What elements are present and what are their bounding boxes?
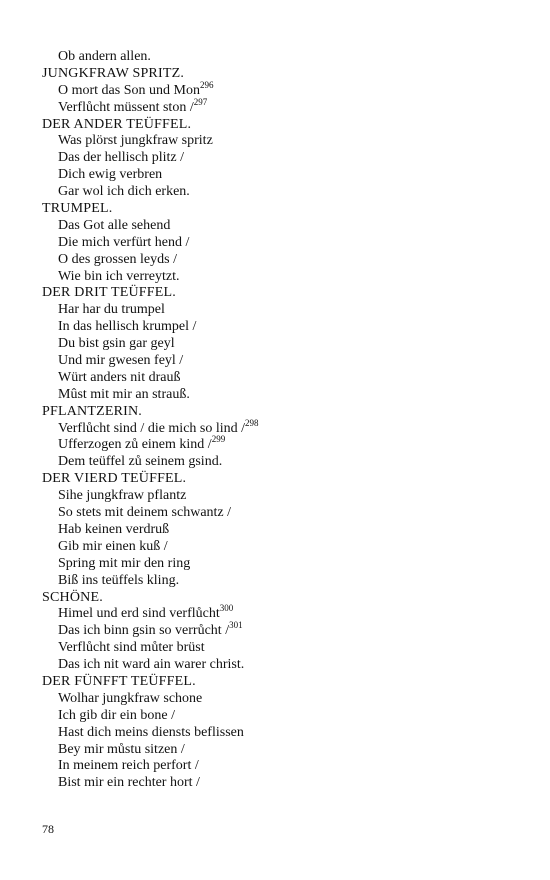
verse-line-text: Du bist gsin gar geyl <box>58 336 175 352</box>
verse-line <box>42 133 522 150</box>
verse-line-text: O mort das Son und Mon <box>58 82 200 98</box>
verse-line <box>42 184 522 201</box>
verse-line <box>42 319 522 336</box>
speaker-name-text: DER VIERD TEÜFFEL. <box>42 471 187 487</box>
verse-line <box>42 758 522 775</box>
verse-line <box>42 640 522 657</box>
verse-line-text: Dich ewig verbren <box>58 167 163 183</box>
footnote-marker: 300 <box>219 603 234 614</box>
verse-line-text: Verflůcht sind můter brüst <box>58 640 205 656</box>
verse-line <box>42 725 522 742</box>
verse-line <box>42 691 522 708</box>
verse-line <box>42 522 522 539</box>
verse-line <box>42 620 522 640</box>
verse-line <box>42 387 522 404</box>
footnote-marker: 301 <box>229 620 243 631</box>
verse-line-text: Das Got alle sehend <box>58 217 171 233</box>
speaker-name-text: SCHÖNE. <box>42 589 103 605</box>
speaker-name <box>42 471 522 488</box>
verse-line-text: Wolhar jungkfraw schone <box>58 690 203 706</box>
speaker-name <box>42 674 522 691</box>
speaker-name-text: TRUMPEL. <box>42 201 113 217</box>
verse-line <box>42 336 522 353</box>
verse-line-text: Biß ins teüffels kling. <box>58 572 180 588</box>
verse-line <box>42 417 522 438</box>
footnote-marker: 296 <box>199 79 214 90</box>
verse-line <box>42 742 522 759</box>
speaker-name <box>42 66 522 83</box>
verse-line <box>42 252 522 269</box>
verse-line <box>42 370 522 387</box>
verse-line <box>42 488 522 505</box>
verse-line-text: Ich gib dir ein bone / <box>58 707 176 723</box>
verse-line <box>42 79 522 100</box>
verse-line-text: Verflůcht sind / die mich so lind / <box>58 420 246 436</box>
verse-line <box>42 603 522 623</box>
verse-line-text: O des grossen leyds / <box>58 251 177 267</box>
speaker-name <box>42 404 522 421</box>
verse-line-text: Ob andern allen. <box>58 49 151 64</box>
verse-line-text: Har har du trumpel <box>58 302 165 318</box>
speaker-name-text: DER FÜNFFT TEÜFFEL. <box>42 673 196 689</box>
verse-line <box>42 96 522 117</box>
verse-line-text: Bist mir ein rechter hort / <box>58 775 200 791</box>
verse-line-text: Würt anders nit drauß <box>58 369 181 385</box>
verse-line-text: Das ich nit ward ain warer christ. <box>58 657 245 673</box>
speaker-name <box>42 117 522 134</box>
speaker-name-text: PFLANTZERIN. <box>42 403 143 419</box>
verse-line <box>42 657 522 674</box>
verse-line-text: Ufferzogen zů einem kind / <box>58 437 212 453</box>
speaker-name <box>42 201 522 218</box>
page-number: 78 <box>42 822 54 836</box>
verse-line <box>42 573 522 590</box>
verse-line-text: In meinem reich perfort / <box>58 758 199 774</box>
verse-line <box>42 235 522 252</box>
verse-line-text: Die mich verfürt hend / <box>58 234 190 250</box>
verse-line-text: Was plörst jungkfraw spritz <box>58 133 213 149</box>
speaker-name-text: JUNGKFRAW SPRITZ. <box>42 65 185 81</box>
verse-line <box>42 150 522 167</box>
verse-line-text: Wie bin ich verreytzt. <box>58 268 180 284</box>
verse-line <box>42 434 522 454</box>
verse-line <box>42 302 522 319</box>
verse-line-text: Das ich binn gsin so verrůcht / <box>58 623 230 639</box>
verse-line-text: Dem teüffel zů seinem gsind. <box>58 454 223 470</box>
verse-line-text: Gar wol ich dich erken. <box>58 184 190 200</box>
verse-line-text: Sihe jungkfraw pflantz <box>58 488 187 504</box>
verse-line-text: Und mir gwesen feyl / <box>58 353 184 369</box>
verse-line <box>42 505 522 522</box>
footnote-marker: 298 <box>245 417 259 428</box>
verse-line-text: Mûst mit mir an strauß. <box>58 386 190 402</box>
speaker-name-text: DER DRIT TEÜFFEL. <box>42 285 176 301</box>
verse-line <box>42 454 522 471</box>
verse-line-text: So stets mit deinem schwantz / <box>58 505 232 521</box>
verse-line <box>42 556 522 573</box>
verse-line-text: Hast dich meins diensts beflissen <box>58 724 244 740</box>
verse-line-text: Bey mir můstu sitzen / <box>58 741 185 757</box>
verse-line <box>42 353 522 370</box>
verse-line-text: Das der hellisch plitz / <box>58 150 184 166</box>
verse-line-text: In das hellisch krumpel / <box>58 319 197 335</box>
verse-line <box>42 708 522 725</box>
footnote-marker: 297 <box>193 96 208 107</box>
verse-line-text: Verflůcht müssent ston / <box>58 99 194 115</box>
verse-line <box>42 269 522 286</box>
speaker-name-text: DER ANDER TEÜFFEL. <box>42 116 192 132</box>
verse-line-text: Gib mir einen kuß / <box>58 538 168 554</box>
verse-line <box>42 49 522 66</box>
speaker-name <box>42 285 522 302</box>
speaker-name <box>42 590 522 607</box>
verse-line <box>42 218 522 235</box>
verse-line <box>42 775 522 792</box>
verse-line <box>42 167 522 184</box>
play-text-block <box>42 49 522 792</box>
verse-line-text: Spring mit mir den ring <box>58 555 191 571</box>
verse-line-text: Hab keinen verdruß <box>58 521 170 537</box>
verse-line <box>42 539 522 556</box>
verse-line-text: Himel und erd sind verflůcht <box>58 606 220 622</box>
footnote-marker: 299 <box>211 434 226 445</box>
